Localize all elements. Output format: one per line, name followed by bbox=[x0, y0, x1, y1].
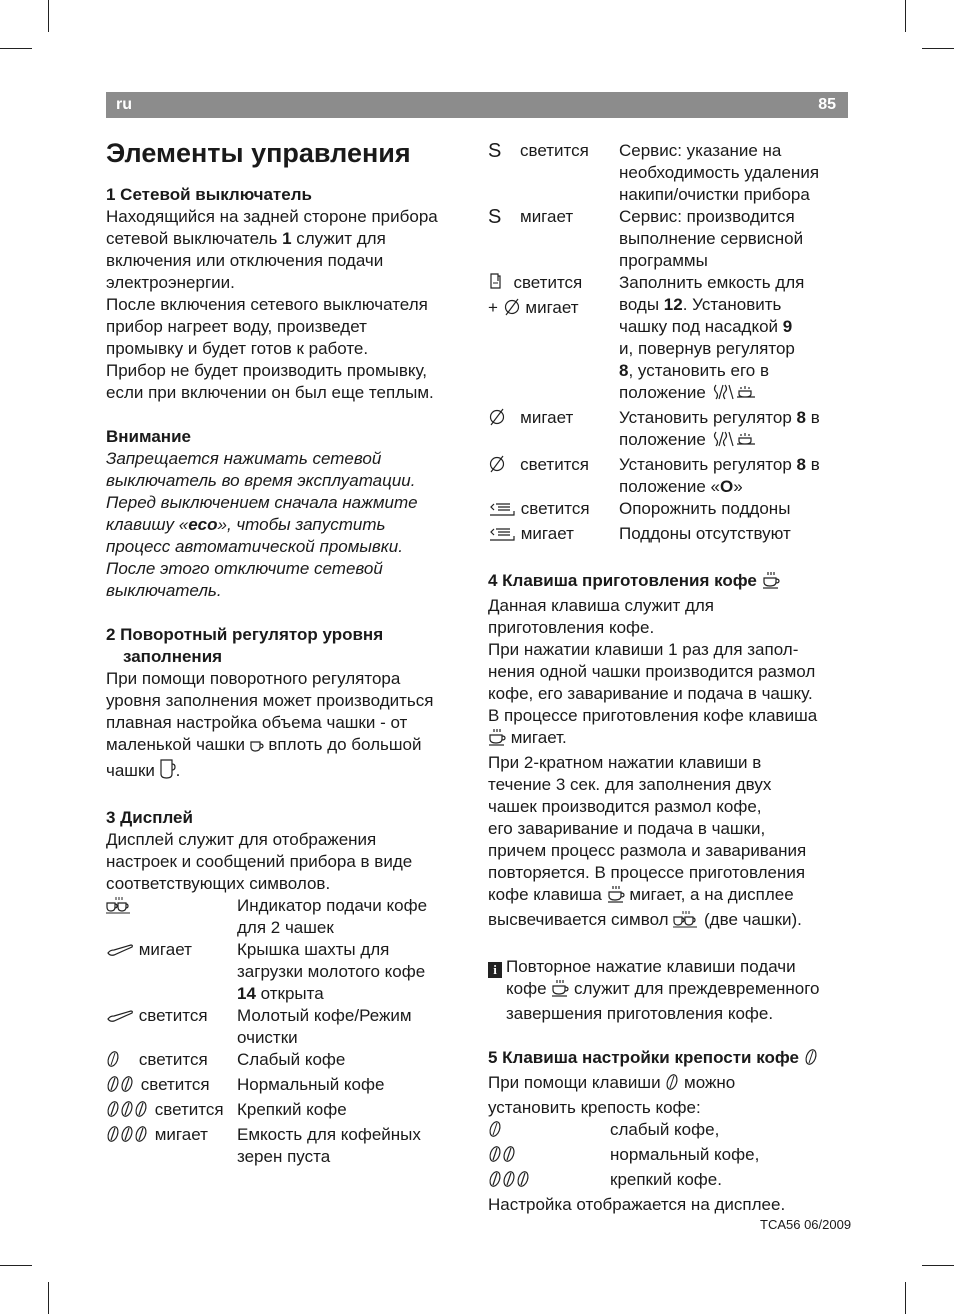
row-state: светится bbox=[138, 1006, 208, 1025]
text-line: чашек производится размол кофе, bbox=[488, 797, 762, 816]
display-row bbox=[106, 1005, 476, 1049]
text-line: настроек и сообщений прибора в виде bbox=[106, 852, 413, 871]
text-line: При помощи поворотного регулятора bbox=[106, 669, 401, 688]
bean-3-icon bbox=[488, 1170, 532, 1194]
row-state: мигает bbox=[154, 1125, 208, 1144]
steam-water-coffee-icon bbox=[711, 383, 761, 407]
section-2-heading-cont: заполнения bbox=[123, 647, 223, 666]
attention-heading: Внимание bbox=[106, 427, 191, 446]
text-line: соответствующих символов. bbox=[106, 874, 331, 893]
text-line: маленькой чашки вплоть до большой bbox=[106, 734, 476, 759]
crop-mark bbox=[922, 1265, 954, 1266]
row-desc: Нормальный кофе bbox=[237, 1075, 385, 1094]
display-row: S светится Сервис: указание на необходимость удаления накипи/очистки прибора bbox=[488, 140, 820, 204]
display-row bbox=[106, 895, 476, 939]
knob-icon bbox=[488, 455, 506, 479]
coffee-cup-icon bbox=[551, 979, 569, 1003]
coffee-cup-icon bbox=[762, 571, 780, 595]
crop-mark bbox=[905, 0, 906, 32]
service-icon: S bbox=[488, 140, 502, 162]
text-line: мигает. bbox=[488, 727, 848, 752]
display-row: мигает Поддоны отсутствуют bbox=[488, 523, 848, 548]
row-state: светится bbox=[140, 1075, 210, 1094]
info-note: i Повторное нажатие клавиши подачи кофе служит для преждевременного завершения приготовления кофе. bbox=[488, 956, 848, 1025]
text-line: После включения сетевого выключателя bbox=[106, 295, 428, 314]
text-line: Перед выключением сначала нажмите bbox=[106, 493, 418, 512]
bean-3-icon bbox=[106, 1100, 150, 1124]
text-line: прибор нагреет воду, произведет bbox=[106, 317, 367, 336]
text-line: причем процесс размола и заваривания bbox=[488, 841, 807, 860]
small-cup-icon bbox=[250, 737, 264, 759]
display-row bbox=[106, 1049, 476, 1074]
row-state: светится bbox=[154, 1100, 224, 1119]
right-column bbox=[488, 140, 848, 1216]
text-line: Находящийся на задней стороне прибора bbox=[106, 207, 438, 226]
text-line: При 2-кратном нажатии клавиши в bbox=[488, 753, 762, 772]
display-row: светится Установить регулятор 8 в положение «O» bbox=[488, 454, 848, 498]
drip-tray-icon bbox=[488, 526, 516, 548]
text-line: приготовления кофе. bbox=[488, 618, 655, 637]
text-line: промывку и будет готов к работе. bbox=[106, 339, 369, 358]
row-state: светится bbox=[520, 141, 589, 160]
text-line: В процессе приготовления кофе клавиша bbox=[488, 706, 818, 725]
text-line: включения или отключения подачи bbox=[106, 251, 384, 270]
language-code: ru bbox=[116, 96, 132, 113]
row-desc: Емкость для кофейных bbox=[237, 1125, 421, 1144]
text-line: Дисплей служит для отображения bbox=[106, 830, 377, 849]
service-icon: S bbox=[488, 206, 502, 228]
ground-coffee-lid-icon bbox=[106, 942, 134, 964]
coffee-cup-icon bbox=[488, 728, 506, 752]
bean-icon bbox=[665, 1073, 679, 1097]
text-line: электроэнергии. bbox=[106, 273, 235, 292]
text-line: его заваривание и подача в чашки, bbox=[488, 819, 766, 838]
text-line: процесс автоматической промывки. bbox=[106, 537, 403, 556]
footer-code: TCA56 06/2009 bbox=[760, 1217, 852, 1232]
large-cup-icon bbox=[160, 759, 176, 785]
text-line: кофе, его заваривание и подача в чашку. bbox=[488, 684, 813, 703]
crop-mark bbox=[0, 48, 32, 49]
strength-option: нормальный кофе, bbox=[488, 1144, 848, 1169]
text-line: нения одной чашки производится размол bbox=[488, 662, 816, 681]
display-row: S мигает Сервис: производится выполнение сервисной программы bbox=[488, 206, 804, 270]
text-line: чашки . bbox=[106, 759, 476, 785]
row-desc: Крышка шахты для bbox=[237, 940, 390, 959]
row-desc: 14 открыта bbox=[237, 984, 324, 1003]
coffee-cup-icon bbox=[607, 885, 625, 909]
text-line: Данная клавиша служит для bbox=[488, 596, 715, 615]
text-line: если при включении он был еще теплым. bbox=[106, 383, 434, 402]
text-line: Прибор не будет производить промывку, bbox=[106, 361, 428, 380]
display-row: светится Опорожнить поддоны bbox=[488, 498, 848, 523]
text-line: выключатель. bbox=[106, 581, 222, 600]
header-bar bbox=[106, 92, 848, 118]
strength-option: крепкий кофе. bbox=[488, 1169, 848, 1194]
text-line: повторяется. В процессе приготовления bbox=[488, 863, 806, 882]
ground-coffee-icon bbox=[106, 1008, 134, 1030]
bean-icon bbox=[804, 1048, 818, 1072]
steam-water-coffee-icon bbox=[711, 430, 761, 454]
row-state: мигает bbox=[138, 940, 192, 959]
row-desc: очистки bbox=[237, 1028, 298, 1047]
knob-icon bbox=[488, 408, 506, 432]
section-1-heading: 1 Сетевой выключатель bbox=[106, 185, 312, 204]
two-cups-icon bbox=[106, 896, 132, 920]
row-desc: загрузки молотого кофе bbox=[237, 962, 426, 981]
section-3-heading: 3 Дисплей bbox=[106, 808, 193, 827]
text-line: При помощи клавиши можно bbox=[488, 1072, 848, 1097]
row-state: светится bbox=[138, 1050, 208, 1069]
page-number: 85 bbox=[818, 96, 836, 113]
info-icon: i bbox=[488, 962, 502, 978]
text-line: уровня заполнения может производиться bbox=[106, 691, 434, 710]
crop-mark bbox=[922, 48, 954, 49]
row-state: мигает bbox=[520, 207, 574, 226]
text-line: При нажатии клавиши 1 раз для запол- bbox=[488, 640, 799, 659]
text-line: клавишу «eco», чтобы запустить bbox=[106, 515, 386, 534]
crop-mark bbox=[48, 0, 49, 32]
text-line: кофе клавиша мигает, а на дисплее bbox=[488, 884, 848, 909]
row-desc: Крепкий кофе bbox=[237, 1100, 347, 1119]
row-desc: Индикатор подачи кофе bbox=[237, 896, 428, 915]
strength-option: слабый кофе, bbox=[488, 1119, 848, 1144]
text-line: Запрещается нажимать сетевой bbox=[106, 449, 382, 468]
text-line: сетевой выключатель 1 служит для bbox=[106, 229, 386, 248]
display-row: светится + мигает Заполнить емкость для воды 12. Установить чашку под насадкой 9 и, повернув регулятор 8, установить его в положение bbox=[488, 272, 848, 407]
bean-1-icon bbox=[488, 1120, 502, 1144]
water-tank-icon bbox=[488, 273, 504, 297]
left-column bbox=[106, 136, 476, 1168]
display-row bbox=[106, 1124, 476, 1168]
display-row: мигает Установить регулятор 8 в положение bbox=[488, 407, 848, 454]
bean-2-icon bbox=[106, 1075, 136, 1099]
row-desc: для 2 чашек bbox=[237, 918, 334, 937]
section-2-heading: 2 Поворотный регулятор уровня bbox=[106, 625, 384, 644]
text-line: высвечивается символ (две чашки). bbox=[488, 909, 848, 934]
row-desc: Молотый кофе/Режим bbox=[237, 1006, 412, 1025]
text-line: плавная настройка объема чашки - от bbox=[106, 713, 408, 732]
crop-mark bbox=[0, 1265, 32, 1266]
text-line: установить крепость кофе: bbox=[488, 1098, 701, 1117]
text-line: После этого отключите сетевой bbox=[106, 559, 383, 578]
drip-tray-icon bbox=[488, 501, 516, 523]
text-line: течение 3 сек. для заполнения двух bbox=[488, 775, 772, 794]
bean-2-icon bbox=[488, 1145, 518, 1169]
section-4-heading: 4 Клавиша приготовления кофе bbox=[488, 570, 848, 595]
text-line: Настройка отображается на дисплее. bbox=[488, 1195, 786, 1214]
bean-3-icon bbox=[106, 1125, 150, 1149]
row-desc: зерен пуста bbox=[237, 1147, 331, 1166]
two-cups-icon bbox=[673, 910, 699, 934]
text-line: выключатель во время эксплуатации. bbox=[106, 471, 416, 490]
section-5-heading: 5 Клавиша настройки крепости кофе bbox=[488, 1047, 848, 1072]
knob-icon bbox=[503, 298, 521, 322]
row-desc: Слабый кофе bbox=[237, 1050, 346, 1069]
display-row bbox=[106, 1099, 476, 1124]
page-title: Элементы управления bbox=[106, 138, 411, 168]
crop-mark bbox=[905, 1282, 906, 1314]
crop-mark bbox=[48, 1282, 49, 1314]
display-row bbox=[106, 1074, 476, 1099]
bean-1-icon bbox=[106, 1050, 120, 1074]
display-row bbox=[106, 939, 476, 1005]
